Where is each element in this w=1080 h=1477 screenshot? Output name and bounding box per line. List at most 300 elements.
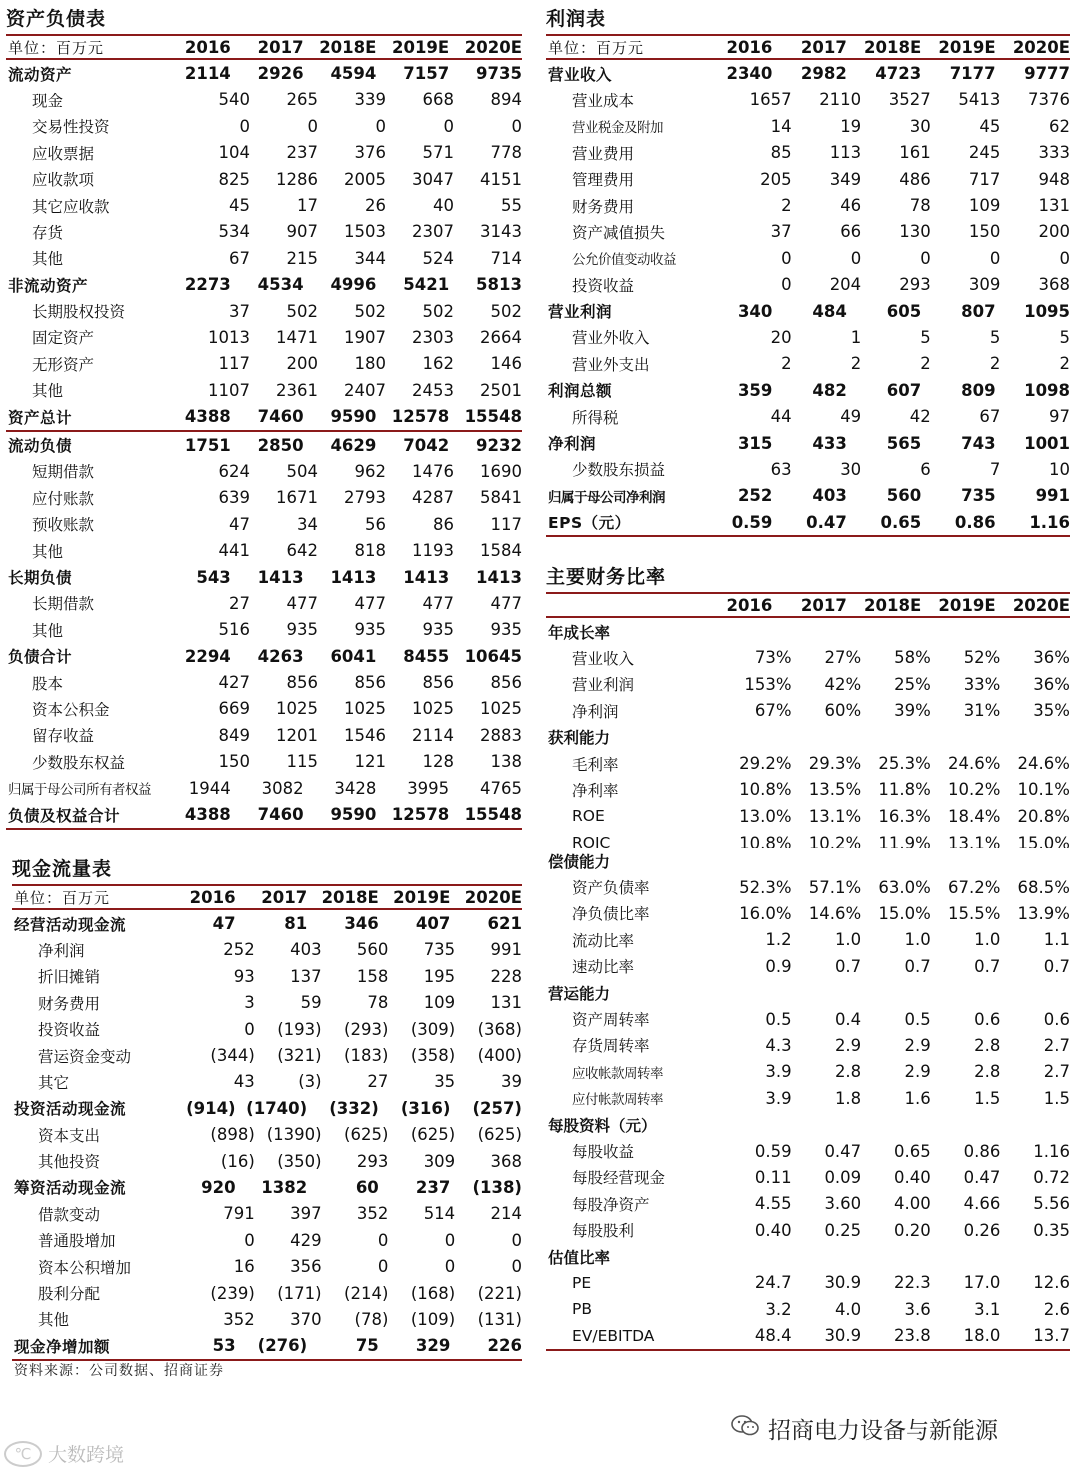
cell-value: 0.7 (904, 956, 931, 976)
cell-value: 376 (354, 143, 386, 163)
cell-value: 293 (356, 1151, 389, 1171)
row-label: 存货周转率 (572, 1037, 650, 1056)
cell-value: 195 (423, 966, 456, 986)
cell-value: 3.1 (974, 1299, 1001, 1319)
cell-value: 117 (490, 514, 522, 534)
cell-value: 7177 (949, 64, 996, 84)
table-row (546, 848, 1070, 874)
cell-value: 4594 (330, 64, 377, 84)
cell-value: (138) (472, 1177, 522, 1197)
table-row (6, 458, 522, 484)
table-row (546, 671, 1070, 697)
table-row (546, 1191, 1070, 1217)
cell-value: 158 (356, 966, 389, 986)
year-header: 2018E (864, 595, 922, 615)
cell-value: 12578 (391, 407, 450, 427)
cell-value: 2273 (184, 275, 231, 295)
cell-value: 1.5 (1043, 1088, 1070, 1108)
cell-value: 1.0 (974, 930, 1001, 950)
table-row (546, 456, 1070, 482)
cell-value: 540 (218, 90, 250, 110)
table-row (546, 645, 1070, 671)
cell-value: 991 (1035, 486, 1071, 506)
row-label: PE (572, 1273, 592, 1292)
cell-value: 37 (229, 301, 250, 321)
income-statement-panel (546, 0, 1070, 537)
table-row (546, 324, 1070, 350)
table-row (6, 590, 522, 616)
cell-value: 24.6% (1017, 754, 1070, 774)
cell-value: 42 (909, 407, 931, 427)
cell-value: 315 (737, 433, 773, 453)
cell-value: 668 (422, 90, 454, 110)
cell-value: 2.9 (904, 1062, 931, 1082)
cell-value: 30 (840, 459, 862, 479)
cell-value: 962 (354, 461, 386, 481)
cell-value: 35% (1033, 701, 1070, 721)
cell-value: 0 (1059, 248, 1070, 268)
cell-value: 1.8 (834, 1088, 862, 1108)
unit-label: 单位：百万元 (8, 38, 105, 57)
cell-value: 117 (218, 354, 250, 374)
table-row (6, 564, 522, 590)
cell-value: (1740) (246, 1098, 308, 1118)
cell-value: 1.5 (974, 1088, 1001, 1108)
table-row (6, 245, 522, 271)
ratios-title: 主要财务比率 (546, 566, 667, 588)
cell-value: 2.8 (974, 1035, 1001, 1055)
wechat-icon (730, 1413, 760, 1445)
cell-value: 205 (760, 169, 792, 189)
table-row (546, 166, 1070, 192)
cell-value: 486 (899, 169, 931, 189)
cell-value: 1201 (276, 725, 318, 745)
table-row (546, 874, 1070, 900)
cell-value: 2664 (480, 327, 522, 347)
table-row (12, 1306, 522, 1332)
table-row (546, 140, 1070, 166)
cell-value: 293 (899, 275, 931, 295)
row-label: 营业利润 (548, 303, 613, 322)
cell-value: 560 (886, 486, 922, 506)
cell-value: 1382 (261, 1177, 308, 1197)
row-label: 所得税 (572, 408, 619, 427)
cell-value: 543 (196, 567, 231, 587)
cell-value: 2 (781, 196, 792, 216)
table-row (546, 953, 1070, 979)
cell-value: 22.3 (894, 1273, 931, 1293)
row-label: EV/EBITDA (572, 1326, 655, 1345)
cell-value: 352 (223, 1309, 255, 1329)
row-label: 净负债比率 (572, 905, 650, 924)
row-label: 估值比率 (548, 1248, 611, 1267)
cell-value: 3.6 (904, 1299, 931, 1319)
cell-value: 2.8 (834, 1062, 862, 1082)
cell-value: 10645 (464, 646, 522, 666)
cell-value: 86 (433, 514, 454, 534)
cell-value: (3) (298, 1072, 322, 1092)
cell-value: 477 (354, 593, 386, 613)
cell-value: 37 (770, 222, 792, 242)
cell-value: (625) (410, 1125, 456, 1145)
row-label: 应收票据 (32, 144, 95, 163)
cell-value: 344 (354, 248, 386, 268)
cell-value: 10.8% (739, 780, 792, 800)
table-row (6, 722, 522, 748)
cell-value: 1944 (188, 778, 231, 798)
cell-value: 9590 (330, 805, 377, 825)
table-row (12, 1016, 522, 1042)
row-label: PB (572, 1300, 592, 1319)
cell-value: 778 (490, 143, 522, 163)
cell-value: 1098 (1024, 380, 1071, 400)
cell-value: 67% (754, 701, 792, 721)
year-header: 2018E (864, 37, 922, 57)
row-label: 应付账款 (32, 489, 95, 508)
cell-value: 346 (344, 914, 379, 934)
table-row (546, 927, 1070, 953)
year-header: 2020E (464, 37, 522, 57)
table-row (546, 1217, 1070, 1243)
table-row (6, 485, 522, 511)
cell-value: 214 (490, 1204, 522, 1224)
year-header: 2019E (938, 595, 996, 615)
row-label: 获利能力 (548, 729, 611, 748)
cell-value: 13.1% (947, 833, 1001, 848)
cell-value: 894 (490, 90, 522, 110)
year-header: 2018E (319, 37, 377, 57)
cell-value: 807 (961, 301, 996, 321)
row-label: 投资活动现金流 (14, 1100, 127, 1119)
table-row (546, 1164, 1070, 1190)
cell-value: (309) (410, 1019, 456, 1039)
table-row (12, 1095, 522, 1121)
row-label: 交易性投资 (32, 118, 110, 137)
watermark-text: 大数跨境 (48, 1444, 125, 1466)
cell-value: 1413 (257, 567, 304, 587)
cell-value: 15.5% (947, 903, 1001, 923)
table-row (546, 272, 1070, 298)
row-label: 流动资产 (8, 65, 73, 84)
cell-value: 25.3% (878, 754, 931, 774)
row-label: EPS（元） (548, 514, 631, 533)
table-row (546, 1243, 1070, 1269)
table-row (546, 87, 1070, 113)
cell-value: 1286 (276, 169, 318, 189)
cell-value: 75 (355, 1336, 379, 1356)
cell-value: 113 (829, 143, 862, 163)
cell-value: 2.9 (904, 1035, 931, 1055)
cell-value: 15.0% (878, 903, 931, 923)
cell-value: 714 (490, 248, 522, 268)
cell-value: 48.4 (754, 1326, 792, 1346)
table-row (546, 113, 1070, 139)
table-row (546, 509, 1070, 537)
cell-value: 60% (824, 701, 862, 721)
cell-value: 4723 (875, 64, 922, 84)
row-label: 其他 (32, 621, 64, 640)
table-row (12, 1042, 522, 1068)
cell-value: 85 (770, 143, 792, 163)
cell-value: 180 (354, 354, 386, 374)
cell-value: 1671 (276, 488, 318, 508)
row-label: ROE (572, 807, 605, 826)
row-label: 资产周转率 (572, 1011, 650, 1030)
year-header: 2020E (464, 887, 522, 907)
cell-value: 20 (770, 327, 792, 347)
cell-value: 0.25 (824, 1220, 862, 1240)
cell-value: 2.7 (1043, 1035, 1070, 1055)
cell-value: 0 (511, 1230, 522, 1250)
cell-value: 15.0% (1017, 833, 1070, 848)
cell-value: 0 (244, 1230, 255, 1250)
cell-value: 67 (979, 407, 1001, 427)
table-row (546, 351, 1070, 377)
cell-value: 1.16 (1033, 1141, 1070, 1161)
cell-value: 62 (1048, 116, 1070, 136)
row-label: 年成长率 (548, 623, 611, 642)
table-row (546, 1111, 1070, 1137)
cell-value: 0 (511, 1257, 522, 1277)
cell-value: 10.1% (1017, 780, 1070, 800)
table-row (546, 750, 1070, 776)
row-label: 每股资料（元） (548, 1116, 657, 1135)
cell-value: 228 (490, 966, 522, 986)
cell-value: 42% (824, 674, 862, 694)
cell-value: 3143 (480, 222, 522, 242)
cell-value: 534 (218, 222, 250, 242)
cell-value: 607 (886, 380, 922, 400)
row-label: 营业税金及附加 (572, 120, 663, 137)
cell-value: 131 (490, 993, 522, 1013)
ratios-header (546, 592, 1070, 618)
cell-value: 735 (423, 940, 456, 960)
cell-value: 252 (223, 940, 255, 960)
year-header: 2017 (257, 37, 304, 57)
cell-value: 516 (218, 620, 250, 640)
row-label: 其他 (32, 250, 64, 269)
cell-value: 370 (290, 1309, 322, 1329)
cell-value: (131) (477, 1309, 522, 1329)
cell-value: 340 (737, 301, 773, 321)
cell-value: 2114 (184, 64, 231, 84)
cell-value: 109 (968, 196, 1001, 216)
row-label: 营业成本 (572, 91, 635, 110)
cell-value: (183) (344, 1046, 389, 1066)
cell-value: 856 (354, 673, 386, 693)
cell-value: 0 (244, 1019, 255, 1039)
cell-value: 5813 (476, 275, 522, 295)
year-header: 2017 (261, 887, 308, 907)
year-header: 2016 (726, 595, 773, 615)
cell-value: 13.5% (808, 780, 862, 800)
table-row (546, 192, 1070, 218)
table-row (546, 698, 1070, 724)
table-row (12, 1333, 522, 1361)
cell-value: 4629 (330, 435, 377, 455)
row-label: 存货 (32, 223, 64, 242)
table-row (546, 377, 1070, 403)
cell-value: 1476 (412, 461, 454, 481)
cell-value: 1095 (1024, 301, 1071, 321)
row-label: 筹资活动现金流 (14, 1179, 127, 1198)
cell-value: 0 (377, 1257, 389, 1277)
cell-value: 1001 (1024, 433, 1071, 453)
cell-value: 36% (1033, 674, 1070, 694)
cell-value: 11.8% (878, 780, 931, 800)
cell-value: 33% (963, 674, 1001, 694)
cell-value: 9777 (1024, 64, 1071, 84)
cell-value: 104 (218, 143, 250, 163)
table-row (12, 1253, 522, 1279)
table-row (546, 777, 1070, 803)
cell-value: 93 (233, 966, 255, 986)
cell-value: 215 (286, 248, 318, 268)
cell-value: 0.59 (754, 1141, 792, 1161)
cell-value: 2307 (412, 222, 454, 242)
cell-value: 0 (377, 1230, 389, 1250)
cell-value: 131 (1038, 196, 1070, 216)
row-label: 资本支出 (38, 1126, 101, 1145)
cash-flow-rows (12, 910, 522, 1361)
cell-value: 3995 (407, 778, 450, 798)
cell-value: 30 (909, 116, 931, 136)
row-label: 股利分配 (38, 1285, 101, 1304)
cell-value: 2453 (412, 380, 454, 400)
cell-value: 19 (840, 116, 862, 136)
table-row (546, 1138, 1070, 1164)
row-label: 其他投资 (38, 1153, 101, 1172)
cell-value: 9735 (476, 64, 522, 84)
cell-value: 7157 (403, 64, 450, 84)
cell-value: 0.7 (1043, 956, 1070, 976)
cell-value: 0.4 (834, 1009, 862, 1029)
cell-value: 52.3% (739, 877, 792, 897)
table-row (12, 1069, 522, 1095)
cell-value: 1584 (480, 541, 522, 561)
cell-value: (109) (410, 1309, 456, 1329)
row-label: 偿债能力 (548, 852, 611, 871)
cell-value: 3047 (412, 169, 454, 189)
cell-value: 52% (963, 648, 1001, 668)
cell-value: (358) (410, 1046, 456, 1066)
cell-value: 265 (286, 90, 318, 110)
cell-value: 200 (286, 354, 318, 374)
row-label: 财务费用 (572, 197, 635, 216)
cell-value: 0.09 (824, 1167, 862, 1187)
cell-value: 10 (1048, 459, 1070, 479)
row-label: 长期股权投资 (32, 303, 126, 322)
cell-value: 1413 (330, 567, 377, 587)
table-row (6, 113, 522, 139)
cell-value: 352 (356, 1204, 389, 1224)
cell-value: 349 (829, 169, 862, 189)
cell-value: 18.0 (963, 1326, 1001, 1346)
cell-value: (400) (477, 1046, 522, 1066)
cell-value: 0 (444, 1230, 456, 1250)
cell-value: 0.26 (963, 1220, 1001, 1240)
cell-value: 524 (422, 248, 454, 268)
cell-value: 427 (218, 673, 250, 693)
table-row (12, 937, 522, 963)
table-row (546, 1059, 1070, 1085)
row-label: 每股股利 (572, 1222, 635, 1241)
cell-value: 14 (770, 116, 792, 136)
cell-value: 15548 (464, 407, 522, 427)
row-label: 长期借款 (32, 595, 95, 614)
cash-flow-title: 现金流量表 (12, 858, 113, 880)
row-label: 营业外收入 (572, 329, 650, 348)
income-statement-rows (546, 60, 1070, 537)
cell-value: (193) (277, 1019, 322, 1039)
row-label: 预收账款 (32, 516, 95, 535)
table-row (12, 1227, 522, 1253)
cash-flow-header (12, 884, 522, 910)
cell-value: 0 (511, 116, 522, 136)
row-label: 固定资产 (32, 329, 95, 348)
cell-value: 920 (201, 1177, 236, 1197)
row-label: 应收款项 (32, 171, 95, 190)
cell-value: 0 (920, 248, 931, 268)
cell-value: 153% (744, 674, 792, 694)
row-label: 每股经营现金 (572, 1169, 666, 1188)
cell-value: 130 (899, 222, 931, 242)
cell-value: 6 (920, 459, 931, 479)
table-row (546, 724, 1070, 750)
cell-value: (332) (329, 1098, 379, 1118)
row-label: 少数股东权益 (32, 753, 126, 772)
cell-value: 78 (367, 993, 389, 1013)
cell-value: (276) (257, 1336, 308, 1356)
row-label: 资产负债率 (572, 879, 650, 898)
cell-value: 2850 (257, 435, 304, 455)
cell-value: 717 (968, 169, 1001, 189)
cell-value: 4.55 (754, 1194, 792, 1214)
cell-value: 16.3% (878, 806, 931, 826)
cell-value: 2 (781, 354, 792, 374)
ratios-rows (546, 618, 1070, 1351)
cell-value: (625) (344, 1125, 389, 1145)
row-label: 其它 (38, 1073, 70, 1092)
cell-value: (350) (277, 1151, 322, 1171)
cell-value: 5 (989, 327, 1001, 347)
cell-value: 10.2% (808, 833, 862, 848)
year-header: 2016 (184, 37, 231, 57)
cell-value: 4.66 (963, 1194, 1001, 1214)
cell-value: 30.9 (824, 1326, 862, 1346)
cell-value: 46 (840, 196, 862, 216)
cell-value: 0.65 (894, 1141, 931, 1161)
row-label: 流动负债 (8, 437, 73, 456)
cell-value: 27 (367, 1072, 389, 1092)
cell-value: 0.86 (954, 512, 996, 532)
cell-value: 605 (886, 301, 922, 321)
row-label: 净利润 (548, 435, 597, 454)
row-label: 其他 (32, 542, 64, 561)
cell-value: 47 (212, 914, 236, 934)
row-label: 借款变动 (38, 1205, 101, 1224)
cell-value: 849 (218, 725, 250, 745)
table-row (6, 219, 522, 245)
cell-value: 7460 (257, 805, 304, 825)
cell-value: 2 (989, 354, 1001, 374)
cell-value: 504 (286, 461, 318, 481)
cell-value: 40 (433, 196, 454, 216)
cell-value: 109 (423, 993, 456, 1013)
cell-value: 26 (365, 196, 386, 216)
cell-value: 226 (487, 1336, 522, 1356)
cell-value: 560 (356, 940, 389, 960)
